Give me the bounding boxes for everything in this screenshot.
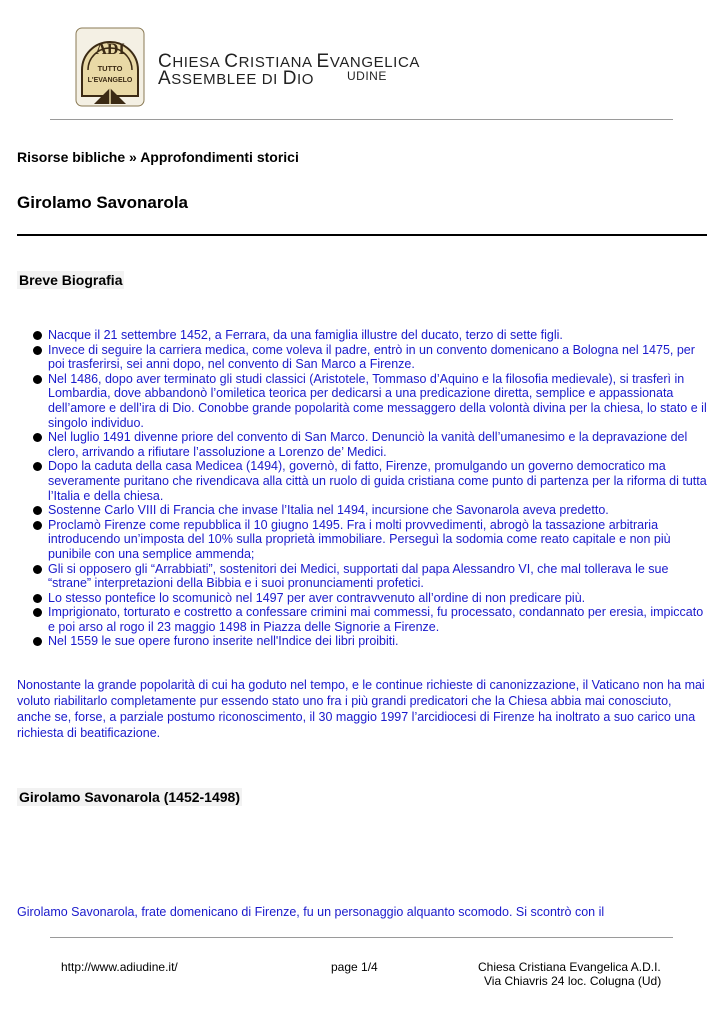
footer-address: Via Chiavris 24 loc. Colugna (Ud): [484, 974, 662, 988]
list-item: Nel luglio 1491 divenne priore del convento di San Marco. Denunciò la vanità dell’umanesimo e la depravazione del clero, arrivando a rifiutare l’assoluzione a Lorenzo de’ Medici.: [33, 430, 713, 459]
org-name-line2: ASSEMBLEE DI DIO: [158, 68, 315, 89]
list-item: Nacque il 21 settembre 1452, a Ferrara, da una famiglia illustre del ducato, terzo di sette figli.: [33, 328, 713, 343]
bullet-icon: [33, 331, 42, 340]
adi-logo: [74, 26, 146, 108]
list-item: Sostenne Carlo VIII di Francia che invase l’Italia nel 1494, incursione che Savonarola aveva predetto.: [33, 503, 713, 518]
bullet-icon: [33, 637, 42, 646]
list-item: Nel 1559 le sue opere furono inserite nell'Indice dei libri proibiti.: [33, 634, 713, 649]
logo-text-tutto: TUTTO: [97, 64, 123, 73]
bullet-icon: [33, 521, 42, 530]
list-item: Gli si opposero gli “Arrabbiati”, sostenitori dei Medici, supportati dal papa Alessandro VI, che mal tollerava le sue “strane” interpretazioni della Bibbia e i suoi pronunciamenti profetici.: [33, 562, 713, 591]
footer-page-number: page 1/4: [331, 960, 378, 974]
breadcrumb: Risorse bibliche » Approfondimenti storici: [17, 149, 299, 165]
list-item: Lo stesso pontefice lo scomunicò nel 1497 per aver contravvenuto all’ordine di non predicare più.: [33, 591, 713, 606]
list-item: Proclamò Firenze come repubblica il 10 giugno 1495. Fra i molti provvedimenti, abrogò la tassazione arbitraria introducendo un’imposta del 10% sulla proprietà immobiliare. Perseguì la sodomia come reato capitale e non più punibile con una semplice ammenda;: [33, 518, 713, 562]
page-title: Girolamo Savonarola: [17, 193, 188, 212]
paragraph-canonization: Nonostante la grande popolarità di cui ha goduto nel tempo, e le continue richieste di canonizzazione, il Vaticano non ha mai voluto riabilitarlo completamente pur essendo stato uno fra i più grandi predicatori che la Chiesa abbia mai conosciuto, anche se, forse, a parziale postumo riconoscimento, il 30 maggio 1997 l’arcidiocesi di Firenze ha inoltrato a suo carico una richiesta di beatificazione.: [17, 678, 705, 740]
title-divider: [17, 234, 707, 236]
logo-text-adi: ADI: [95, 41, 125, 58]
section-heading-biografia: Breve Biografia: [19, 272, 123, 288]
bullet-icon: [33, 462, 42, 471]
logo-text-evangelo: L'EVANGELO: [87, 77, 133, 84]
list-item: Imprigionato, torturato e costretto a confessare crimini mai commessi, fu processato, condannato per eresia, impiccato e poi arso al rogo il 23 maggio 1498 in Piazza delle Signorie a Firenze.: [33, 605, 713, 634]
biography-list: [33, 328, 713, 649]
paragraph-intro: Girolamo Savonarola, frate domenicano di Firenze, fu un personaggio alquanto scomodo. Si scontrò con il: [17, 905, 605, 919]
bullet-icon: [33, 565, 42, 574]
section-heading-savonarola: Girolamo Savonarola (1452-1498): [19, 789, 240, 805]
footer-org-name: Chiesa Cristiana Evangelica A.D.I.: [478, 960, 661, 974]
footer-divider: [50, 937, 673, 938]
org-city: UDINE: [347, 69, 387, 83]
bullet-icon: [33, 608, 42, 617]
footer-url-link[interactable]: http://www.adiudine.it/: [61, 960, 178, 974]
bullet-icon: [33, 594, 42, 603]
bullet-icon: [33, 433, 42, 442]
org-name-line1: CHIESA CRISTIANA EVANGELICA: [158, 51, 420, 72]
header-divider: [50, 119, 673, 120]
bullet-icon: [33, 346, 42, 355]
list-item: Invece di seguire la carriera medica, come voleva il padre, entrò in un convento domenicano a Bologna nel 1475, per poi trasferirsi, sei anni dopo, nel convento di San Marco a Firenze.: [33, 343, 713, 372]
list-item: Nel 1486, dopo aver terminato gli studi classici (Aristotele, Tommaso d’Aquino e la filosofia medievale), si trasferì in Lombardia, dove abbandonò l’omiletica teorica per dedicarsi a una predicazione diretta, semplice e appassionata dell’amore e dell’ira di Dio. Conobbe grande popolarità come messaggero della volontà divina per la chiesa, lo stato e il singolo individuo.: [33, 372, 713, 430]
list-item: Dopo la caduta della casa Medicea (1494), governò, di fatto, Firenze, promulgando un governo democratico ma severamente puritano che rivendicava alla città un ruolo di guida cristiana come punto di partenza per la riforma di tutta l’Italia e della chiesa.: [33, 459, 713, 503]
bullet-icon: [33, 375, 42, 384]
bullet-icon: [33, 506, 42, 515]
